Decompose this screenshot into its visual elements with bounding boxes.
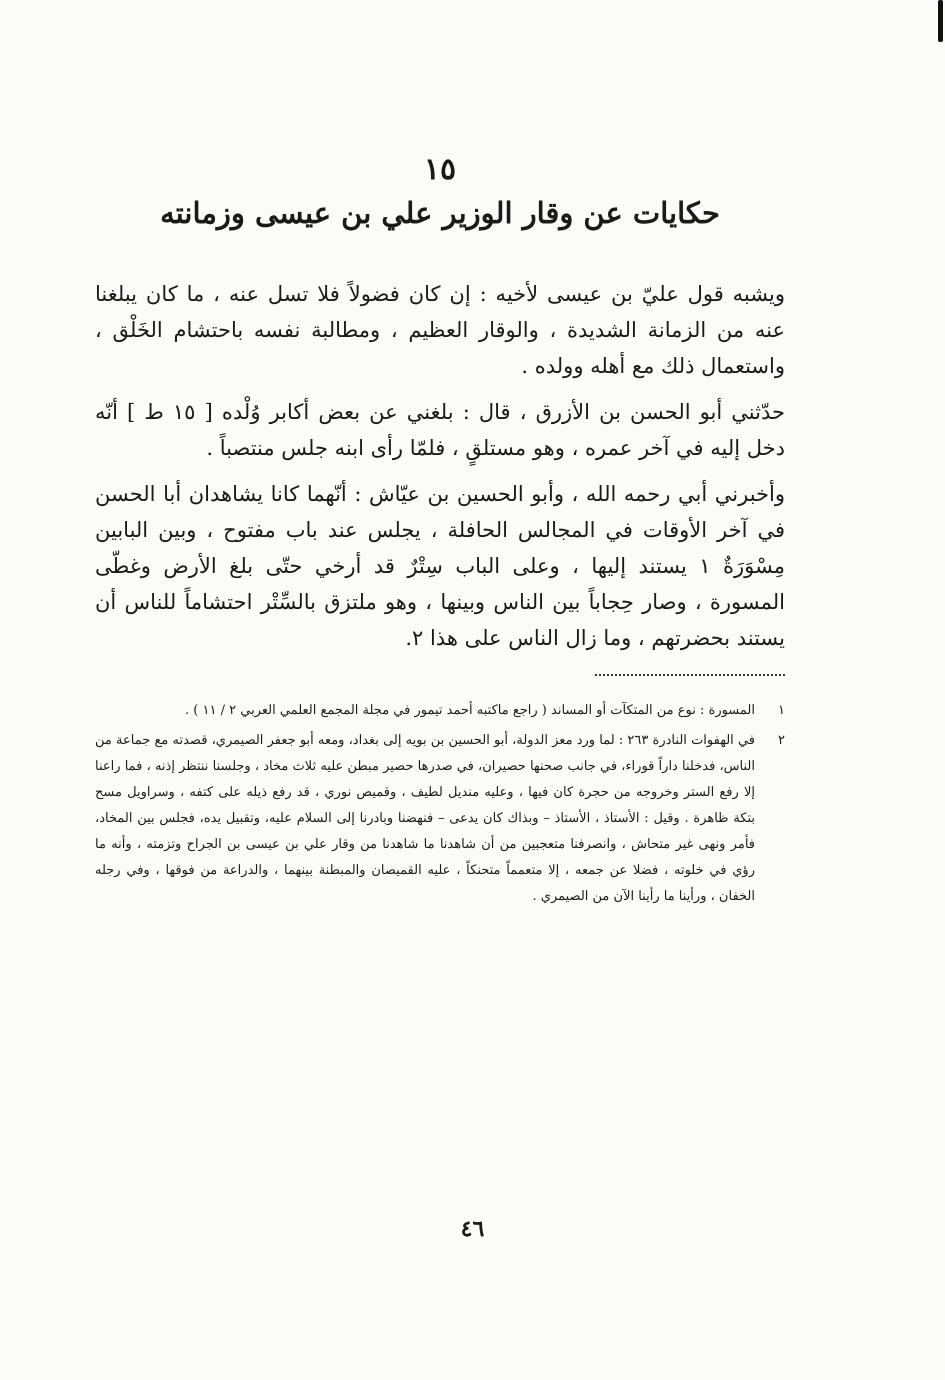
- scan-edge-mark: [938, 0, 943, 42]
- footnote-text: المسورة : نوع من المتكآت أو المساند ( راجع ماكتبه أحمد تيمور في مجلة المجمع العلمي العربي ٢ / ١١ ) .: [185, 703, 755, 718]
- footnote-number: ٢: [778, 733, 785, 748]
- chapter-title: حكايات عن وقار الوزير علي بن عيسى وزمانته: [160, 196, 720, 230]
- footnote-separator: [595, 674, 785, 676]
- body-paragraph: حدّثني أبو الحسن بن الأزرق ، قال : بلغني عن بعض أكابر وُلْده [ ١٥ ط ] أنّه دخل إليه في آخر عمره ، وهو مستلقٍ ، فلمّا رأى ابنه جلس منتصباً .: [95, 400, 785, 460]
- body-paragraph: وأخبرني أبي رحمه الله ، وأبو الحسين بن عيّاش : أنّهما كانا يشاهدان أبا الحسن في آخر الأوقات في المجالس الحافلة ، يجلس عند باب مفتوح ، وبين البابين مِسْوَرَةٌ ١ يستند إليها ، وعلى الباب سِتْرٌ قد أرخي حتّى بلغ الأرض وغطّى المسورة ، وصار حِجاباً بين الناس وبينها ، وهو ملتزق بالسِّتْر احتشاماً للناس أن يستند بحضرتهم ، وما زال الناس على هذا ٢.: [95, 482, 785, 650]
- book-page: [95, 150, 785, 914]
- chapter-number: ١٥: [423, 152, 457, 187]
- page-number: ٤٦: [460, 1216, 485, 1242]
- footnote-text: في الهفوات النادرة ٢٦٣ : لما ورد معز الدولة، أبو الحسين بن بويه إلى بغداد، ومعه أبو جعفر الصيمري، قصدته مع جماعة من الناس، فدخلنا داراً قوراء، في جانب صحنها حصيران، في صدرها حصير مبطن عليه ثلاث مخاد ، وجلسنا ننتظر إذنه ، فما راعنا إلا رفع الستر وخروجه من حجرة كان فيها ، وعليه منديل لطيف ، وقميص نوري ، قد رفع ذيله على كتفه ، وسراويل مسح بتكة ظاهرة . وقيل : الأستاذ ، الأستاذ – وبذاك كان يدعى – فنهضنا وبادرنا إلى السلام عليه، وتقبيل يده، فجلس بين المخاد، فأمر ونهى غير متحاش ، وانصرفنا متعجبين من أن شاهدنا ما شاهدنا من وقار علي بن عيسى بن الجراح وتزمته ، وأنه ما رؤي في خلوته ، فضلا عن جمعه ، إلا متعمماً متحنكاً ، عليه القميصان والمبطنة بينهما ، والدراعة من فوقها ، وفي رجله الخفان ، ورأينا ما رأينا الآن من الصيمري .: [95, 733, 755, 904]
- footnote-number: ١: [778, 703, 785, 718]
- body-paragraph: ويشبه قول عليّ بن عيسى لأخيه : إن كان فضولاً فلا تسل عنه ، ما كان يبلغنا عنه من الزمانة الشديدة ، والوقار العظيم ، ومطالبة نفسه باحتشام الخَلْق ، واستعمال ذلك مع أهله وولده .: [95, 282, 785, 378]
- footnote: [95, 728, 785, 910]
- footnote: [95, 698, 785, 724]
